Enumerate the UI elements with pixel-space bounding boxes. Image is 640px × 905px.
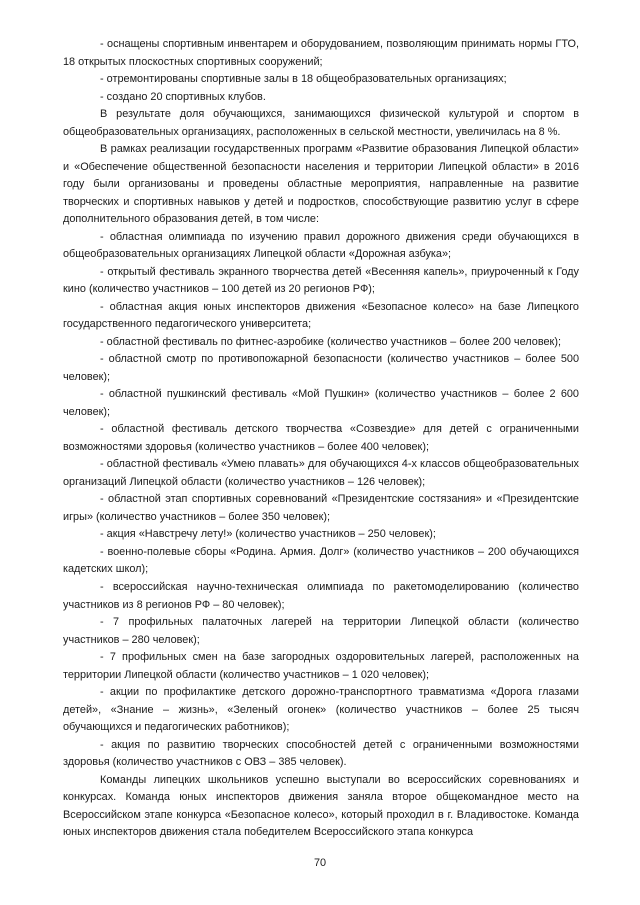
list-item-pushkin-festival: - областной пушкинский фестиваль «Мой Пушкин» (количество участников – более 2 600 человек); xyxy=(63,388,579,418)
list-item-spring-drops-festival: - открытый фестиваль экранного творчества детей «Весенняя капель», приуроченный к Году кино (количество участников – 100 детей из 20 регионов РФ); xyxy=(63,265,579,296)
page-number: 70 xyxy=(313,857,327,869)
list-item-repaired-halls: - отремонтированы спортивные залы в 18 общеобразовательных организациях; xyxy=(100,73,507,86)
document-page xyxy=(63,36,579,842)
list-item-swimming-festival: - областной фестиваль «Умею плавать» для обучающихся 4-х классов общеобразовательных организаций Липецкой области (количество участников – 126 человек); xyxy=(63,458,579,488)
document-body xyxy=(63,36,579,842)
paragraph-state-programs: В рамках реализации государственных программ «Развитие образования Липецкой области» и «Обеспечение общественной безопасности населения и территории Липецкой области» в 2016 году были организованы и проведены областные мероприятия, направленные на развитие творческих и спортивных навыков у детей и подростков, способствующие развитию услуг в сфере дополнительного образования детей, в том числе: xyxy=(63,143,579,226)
list-item-tent-camps: - 7 профильных палаточных лагерей на территории Липецкой области (количество участников – 280 человек); xyxy=(63,616,579,646)
paragraph-team-achievements: Команды липецких школьников успешно выступали во всероссийских соревнованиях и конкурсах. Команда юных инспекторов движения заняла второе общекомандное место на Всероссийском этапе конкурса «Безопасное колесо», который проходил в г. Владивостоке. Команда юных инспекторов движения стала победителем Всероссийского этапа конкурса xyxy=(63,773,579,839)
list-item-towards-summer: - акция «Навстречу лету!» (количество участников – 250 человек); xyxy=(100,528,436,541)
list-item-sports-clubs: - создано 20 спортивных клубов. xyxy=(100,90,266,103)
list-item-summer-shifts: - 7 профильных смен на базе загородных оздоровительных лагерей, расположенных на территории Липецкой области (количество участников – 1 020 человек); xyxy=(63,651,579,681)
list-item-safe-wheel-action: - областная акция юных инспекторов движения «Безопасное колесо» на базе Липецкого государственного педагогического университета; xyxy=(63,300,579,331)
list-item-fitness-aerobics: - областной фестиваль по фитнес-аэробике (количество участников – более 200 человек); xyxy=(100,335,561,348)
list-item-military-camps: - военно-полевые сборы «Родина. Армия. Долг» (количество участников – 200 обучающихся кадетских школ); xyxy=(63,545,579,576)
list-item-presidential-contests: - областной этап спортивных соревнований «Президентские состязания» и «Президентские игры» (количество участников – более 350 человек); xyxy=(63,493,579,523)
list-item-fire-safety-review: - областной смотр по противопожарной безопасности (количество участников – более 500 человек); xyxy=(63,353,579,383)
list-item-road-olympiad: - областная олимпиада по изучению правил дорожного движения среди обучающихся в общеобразовательных организациях Липецкой области «Дорожная азбука»; xyxy=(63,230,579,261)
paragraph-result-share: В результате доля обучающихся, занимающихся физической культурой и спортом в общеобразовательных организациях, расположенных в сельской местности, увеличилась на 8 %. xyxy=(63,108,579,138)
list-item-road-safety-actions: - акции по профилактике детского дорожно-транспортного травматизма «Дорога глазами детей», «Знание – жизнь», «Зеленый огонек» (количество участников – более 25 тысяч обучающихся и педагогических работников); xyxy=(63,686,579,734)
list-item-constellation-festival: - областной фестиваль детского творчества «Созвездие» для детей с ограниченными возможностями здоровья (количество участников – более 400 человек); xyxy=(63,423,579,453)
list-item-creative-abilities: - акция по развитию творческих способностей детей с ограниченными возможностями здоровья (количество участников с ОВЗ – 385 человек). xyxy=(63,738,579,769)
list-item-rocket-olympiad: - всероссийская научно-техническая олимпиада по ракетомоделированию (количество участников из 8 регионов РФ – 80 человек); xyxy=(63,580,579,611)
list-item-sports-equipment: - оснащены спортивным инвентарем и оборудованием, позволяющим принимать нормы ГТО, 18 открытых плоскостных спортивных сооружений; xyxy=(63,38,579,68)
